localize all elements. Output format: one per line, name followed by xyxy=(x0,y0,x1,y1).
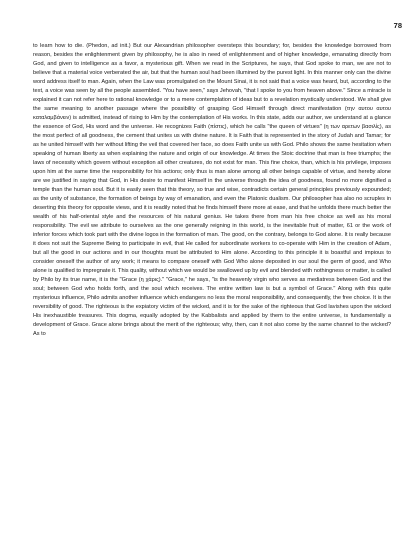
page-number: 78 xyxy=(393,21,402,30)
body-text: to learn how to die. (Phedon, ad init.) But our Alexandrian philosopher oversteps this boundary; for, besides the knowledge borrowed from reason, besides the enlightenment given by philosophy, he is also in need of enlightenment and of higher knowledge, emanating directly from God, and given to intelligence as a favor, a mysterious gift. When we read in the Scriptures, he says, that God spoke to man, we are not to believe that a material voice verberated the air, but that the human soul had been illumined by the purest light. In this manner only can the divine word address itself to man. Again, when the Law was promulgated on the Mount Sinai, it is not said that a voice was heard, but, according to the text, a voice was seen by all the people assembled. "You have seen," says Jehovah, "that I spoke to you from heaven above." Since a miracle is explained it can not refer here to rational knowledge or to a mere contemplation of ideas but to a revelation mystically understood. We shall give the same meaning to another passage where the possibility of grasping God Himself through direct manifestation (την αυτου αυτου καταλαμβάνειν) is admitted, instead of rising to Him by the contemplation of His works. In this state, adds our author, we understand at a glance the essence of God, His word and the universe. He recognizes Faith (πίστις), which he calls "the queen of virtues" (η των αρετων βασιλίς), as the most perfect of all goodness, the cement that unites us with divine nature. It is Faith that is represented in the story of Judah and Tamar; for as he united himself with her without lifting the veil that covered her face, so does Faith unite us with God. Philo shows the same hesitation when speaking of human liberty as when explaining the nature and origin of our knowledge. At times the Stoic doctrine that man is free triumphs; the laws of necessity which govern without exception all other creatures, do not exist for man. This fine choice, than, which is his privilege, imposes upon him at the same time the responsibility for his actions; only thus is man alone among all other beings capable of virtue, and hereby alone are we justified in saying that God, in His desire to manifest Himself in the universe through the idea of goodness, found no more dignified a temple than the human soul. But it is easily seen that this theory, so true and wise, contradicts certain general principles previously expounded; as the unity of substance, the formation of beings by way of emanation, and even the Platonic dualism. Our philosopher has also no scruples in deserting this theory for opposite views, and it is readily noted that he finds himself there more at ease, and that he unfolds there much better the wealth of his half-oriental style and the resources of his natural genius. He takes there from man his free choice as well as his moral responsibility. The evil we attribute to ourselves as the one generally reigning in this world, is the inevitable fruit of matter, 61 or the work of inferior forces which took part with the divine logos in the formation of man. The good, on the contrary, belongs to God alone. It is really because it does not suit the Supreme Being to participate in evil, that He called for subordinate workers to co-operate with Him in the creation of Adam, but all the good in our actions and in our thoughts must be attributed to Him alone. According to this principle it is boastful and impious to consider oneself the author of any work; it means to compare oneself with God Who alone deposited in our soul the germ of good, and Who alone is qualified to impregnate it. This quality, without which we would be swallowed up by evil and blended with nothingness or matter, is called by Philo by its true name, it is the "Grace (η χάρις)." "Grace," he says, "is the heavenly virgin who serves as mediatress between God and the soul; between God who holds forth, and the soul which receives. The entire written law is but a symbol of Grace." Along with this quite mysterious influence, Philo admits another influence which endangers no less the moral responsibility, and consequently, the free choice. It is the reversibility of good. The righteous is the expiatory victim of the wicked, and it is for the sake of the righteous that God lavishes upon the wicked His inexhaustible treasures. This dogma, equally adopted by the Kabbalists and applied by them to the entire universe, is fundamentally a development of Grace. Grace alone brings about the merit of the righteous; why, then, can it not also come by the same channel to the wicked? As to xyxy=(33,43,391,337)
